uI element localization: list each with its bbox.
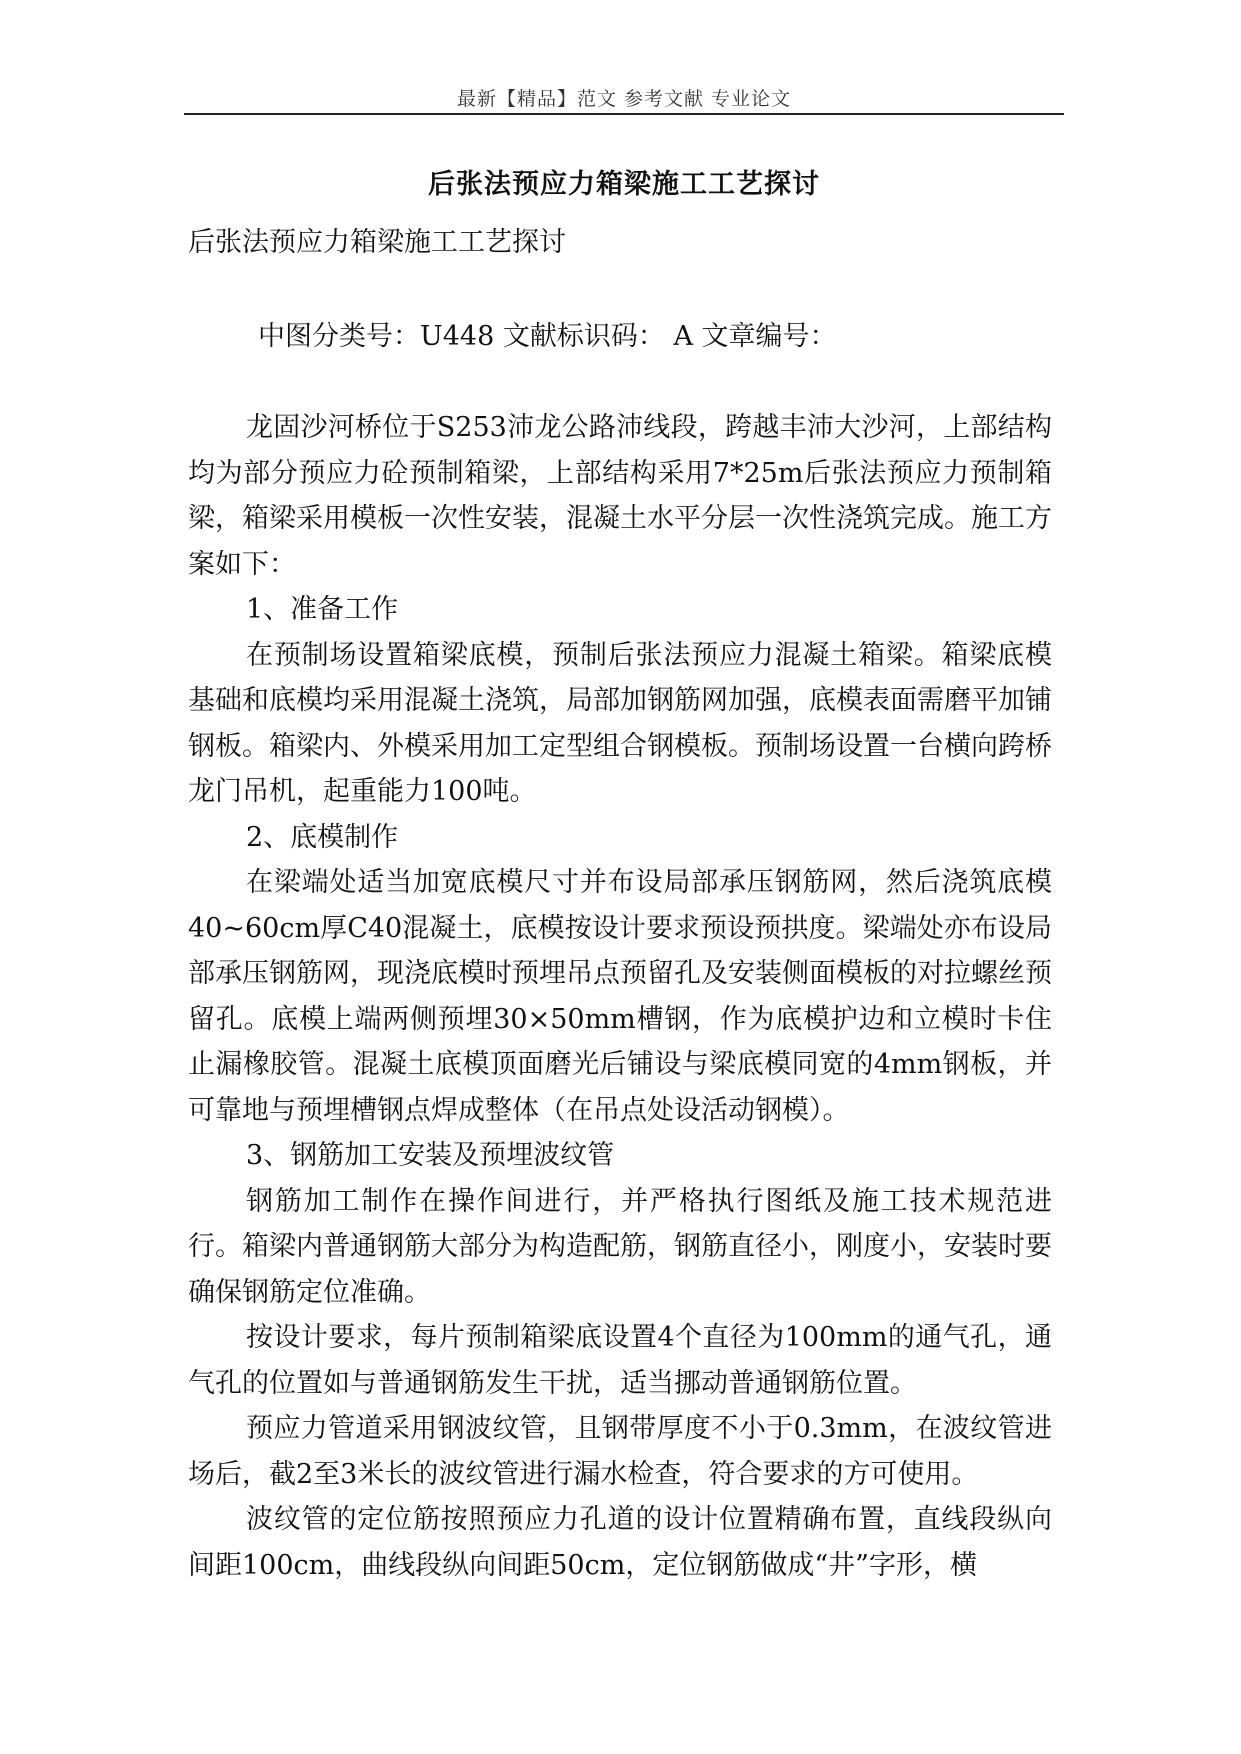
paragraph-vent-holes: 按设计要求，每片预制箱梁底设置4个直径为100mm的通气孔，通气孔的位置如与普通钢筋发生干扰，适当挪动普通钢筋位置。 xyxy=(188,1322,1052,1399)
document-title: 后张法预应力箱梁施工工艺探讨 xyxy=(428,169,820,200)
paragraph-rebar: 钢筋加工制作在操作间进行，并严格执行图纸及施工技术规范进行。箱梁内普通钢筋大部分为构造配筋，钢筋直径小，刚度小，安装时要确保钢筋定位准确。 xyxy=(188,1185,1052,1308)
header-rule xyxy=(184,113,1064,115)
section-heading-preparation: 1、准备工作 xyxy=(246,594,399,625)
classification-line: 中图分类号：U448 文献标识码： A 文章编号： xyxy=(258,321,837,352)
paragraph-ducts: 预应力管道采用钢波纹管，且钢带厚度不小于0.3mm，在波纹管进场后，截2至3米长的波纹管进行漏水检查，符合要求的方可使用。 xyxy=(188,1413,1052,1490)
paragraph-positioning: 波纹管的定位筋按照预应力孔道的设计位置精确布置，直线段纵向间距100cm，曲线段纵向间距50cm，定位钢筋做成“井”字形，横 xyxy=(188,1504,1052,1581)
section-heading-bottom-mold: 2、底模制作 xyxy=(246,821,399,853)
paragraph-preparation: 在预制场设置箱梁底模，预制后张法预应力混凝土箱梁。箱梁底模基础和底模均采用混凝土浇筑，局部加钢筋网加强，底模表面需磨平加铺钢板。箱梁内、外模采用加工定型组合钢模板。预制场设置一台横向跨桥龙门吊机，起重能力100吨。 xyxy=(188,639,1052,807)
paragraph-intro: 龙固沙河桥位于S253沛龙公路沛线段，跨越丰沛大沙河，上部结构均为部分预应力砼预制箱梁，上部结构采用7*25m后张法预应力预制箱梁，箱梁采用模板一次性安装，混凝土水平分层一次性浇筑完成。施工方案如下： xyxy=(188,412,1052,580)
section-heading-rebar: 3、钢筋加工安装及预埋波纹管 xyxy=(246,1140,615,1171)
paragraph-bottom-mold: 在梁端处适当加宽底模尺寸并布设局部承压钢筋网，然后浇筑底模40~60cm厚C40混凝土，底模按设计要求预设预拱度。梁端处亦布设局部承压钢筋网，现浇底模时预埋吊点预留孔及安装侧面模板的对拉螺丝预留孔。底模上端两侧预埋30×50mm槽钢，作为底模护边和立模时卡住止漏橡胶管。混凝土底模顶面磨光后铺设与梁底模同宽的4mm钢板，并可靠地与预埋槽钢点焊成整体（在吊点处设活动钢模）。 xyxy=(188,867,1052,1126)
running-header: 最新【精品】范文 参考文献 专业论文 xyxy=(456,88,792,110)
document-subtitle: 后张法预应力箱梁施工工艺探讨 xyxy=(188,227,566,258)
body-text xyxy=(188,405,1052,1588)
